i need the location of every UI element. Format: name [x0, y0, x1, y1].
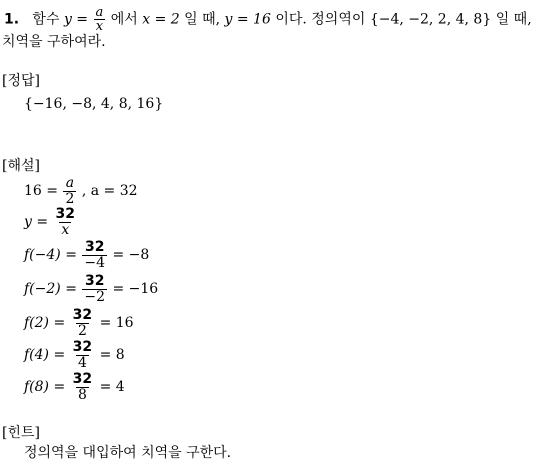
question-number: 1. — [4, 11, 20, 28]
row-numerator: 32 — [72, 370, 93, 387]
question-fraction-denominator: x — [95, 19, 104, 34]
row-lhs: f(2) = — [24, 315, 66, 331]
question-fraction — [93, 6, 105, 33]
explanation-step-1 — [24, 174, 138, 208]
hint-text: 정의역을 대입하여 치역을 구한다. — [24, 445, 232, 461]
row-lhs: f(−4) = — [24, 247, 77, 263]
row-lhs: f(−2) = — [24, 281, 77, 297]
explanation-row-4 — [24, 338, 125, 372]
row-rhs: = −16 — [112, 281, 159, 297]
question-fraction-numerator: a — [95, 5, 104, 20]
explanation-row-3 — [24, 306, 134, 340]
row-numerator: 32 — [72, 306, 93, 323]
row-rhs: = 16 — [99, 315, 134, 331]
row-lhs: f(8) = — [24, 379, 66, 395]
row-rhs: = 4 — [99, 379, 125, 395]
question-condition-y: y = 16 — [224, 11, 271, 28]
answer-value: {−16, −8, 4, 8, 16} — [24, 96, 164, 112]
row-fraction — [71, 340, 94, 371]
step2-fraction — [54, 207, 77, 238]
step1-denominator: 2 — [65, 190, 75, 207]
step2-denominator: x — [61, 221, 70, 238]
row-denominator: 4 — [77, 354, 87, 371]
step1-fraction — [63, 176, 76, 207]
row-numerator: 32 — [72, 338, 93, 355]
row-fraction — [71, 372, 94, 403]
explanation-row-2 — [24, 272, 158, 306]
question-text-b: 에서 — [110, 11, 138, 28]
question-text-d: 이다. 정의역이 — [275, 11, 366, 28]
step1-rhs: , a = 32 — [81, 183, 138, 199]
row-numerator: 32 — [84, 272, 105, 289]
explanation-row-5 — [24, 370, 125, 404]
row-rhs: = −8 — [112, 247, 150, 263]
answer-heading: [정답] — [2, 73, 40, 89]
question-text-e: 일 때, — [495, 11, 532, 28]
question-line-1 — [4, 6, 532, 33]
question-condition-x: x = 2 — [142, 11, 180, 28]
explanation-row-1 — [24, 238, 149, 272]
hint-heading: [힌트] — [2, 425, 40, 441]
explanation-step-2 — [24, 205, 78, 239]
question-domain-set: {−4, −2, 2, 4, 8} — [369, 11, 492, 28]
row-denominator: −2 — [84, 288, 106, 305]
step1-lhs: 16 = — [24, 183, 58, 199]
explanation-heading: [해설] — [2, 158, 40, 174]
step1-numerator: a — [65, 174, 75, 191]
row-fraction — [71, 308, 94, 339]
row-fraction — [82, 274, 107, 305]
step2-numerator: 32 — [55, 205, 76, 222]
question-line-2: 치역을 구하여라. — [2, 34, 106, 50]
question-text-a: 함수 — [32, 11, 60, 28]
row-denominator: −4 — [84, 254, 106, 271]
row-rhs: = 8 — [99, 347, 125, 363]
row-numerator: 32 — [84, 238, 105, 255]
row-denominator: 8 — [77, 386, 87, 403]
question-text-c: 일 때, — [184, 11, 221, 28]
row-denominator: 2 — [77, 322, 87, 339]
row-lhs: f(4) = — [24, 347, 66, 363]
step2-lhs: y = — [24, 214, 49, 230]
row-fraction — [82, 240, 107, 271]
question-eq-lhs: y = — [63, 11, 89, 28]
